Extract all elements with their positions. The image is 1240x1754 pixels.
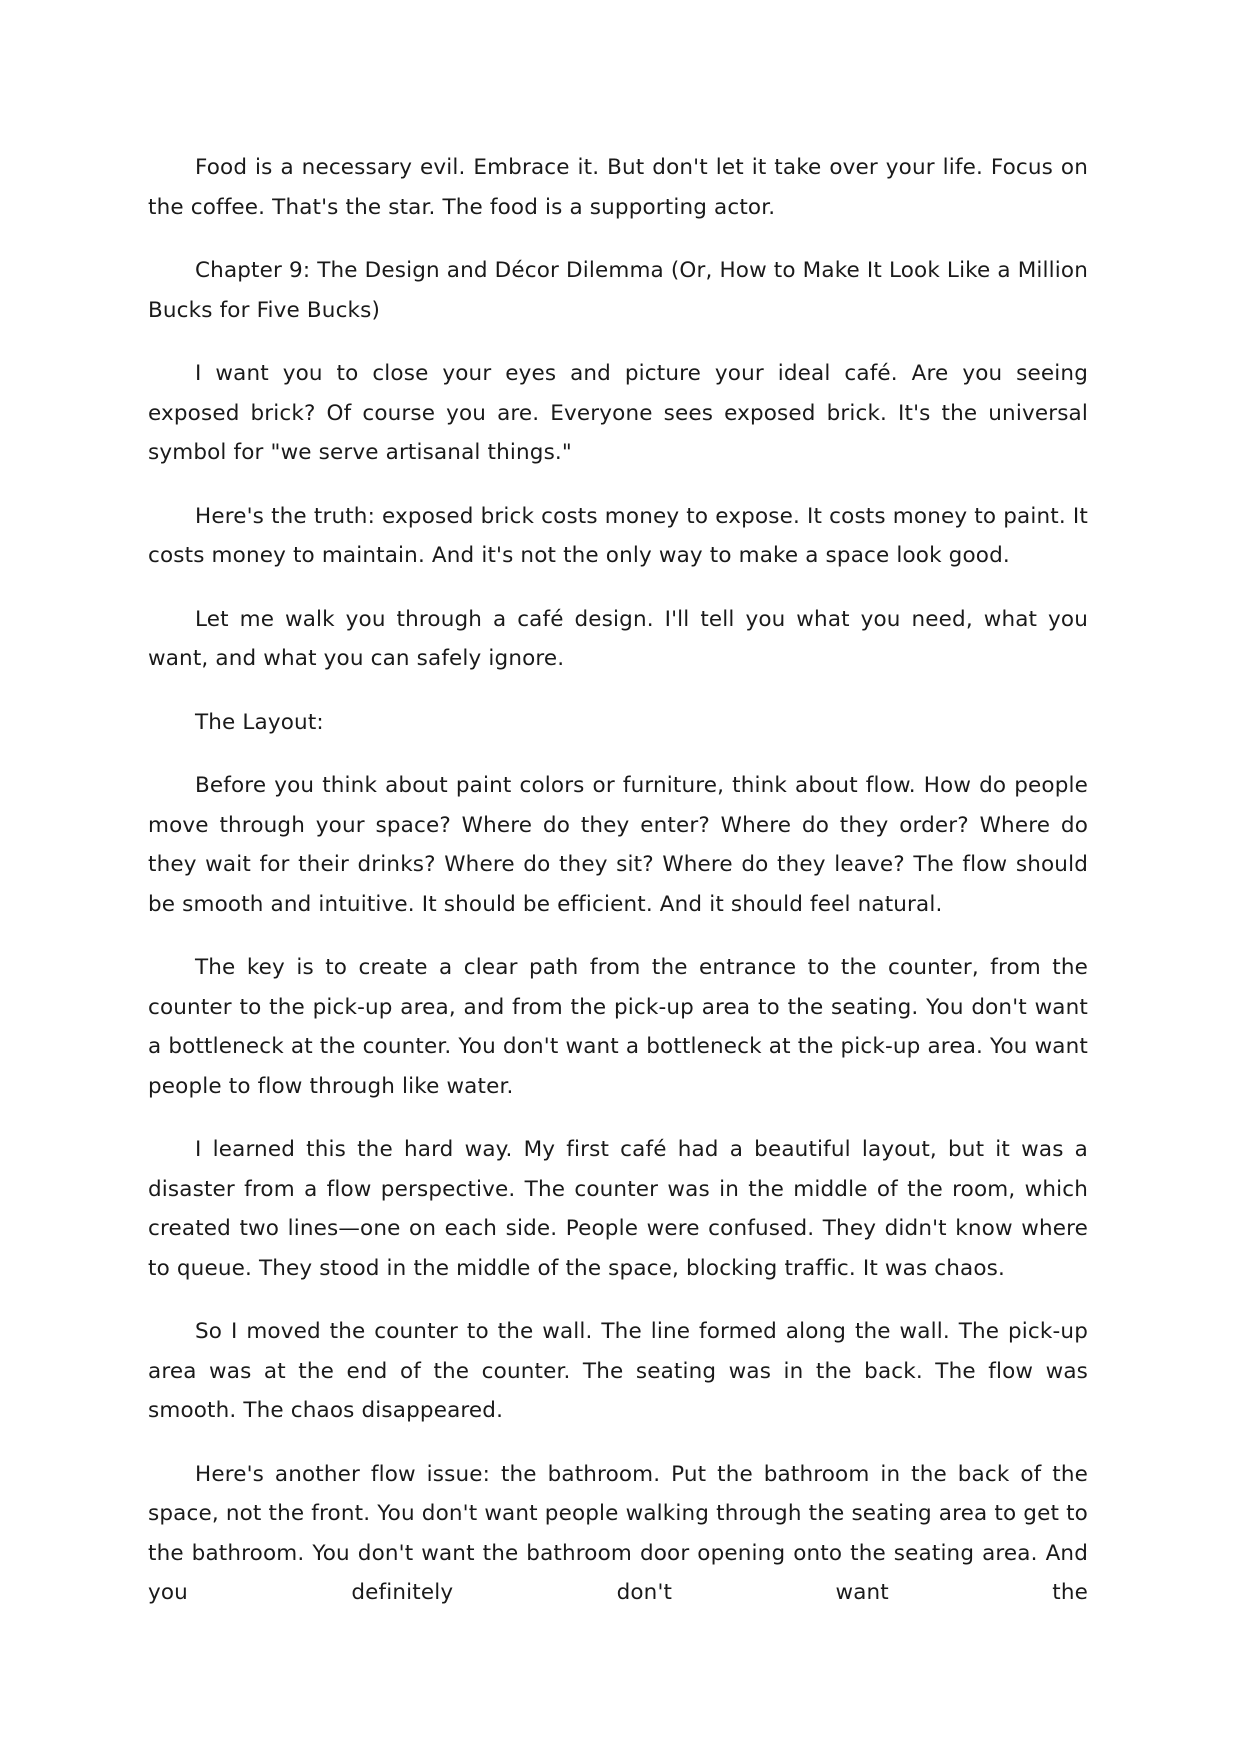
paragraph-moved-counter: So I moved the counter to the wall. The line formed along the wall. The pick-up area was at the end of the counter. The seating was in the back. The flow was smooth. The chaos disappeared. [148,1319,1088,1423]
paragraph-brick-truth: Here's the truth: exposed brick costs money to expose. It costs money to paint. It costs money to maintain. And it's not the only way to make a space look good. [148,503,1088,568]
chapter-heading: Chapter 9: The Design and Décor Dilemma (Or, How to Make It Look Like a Million Bucks for Five Bucks) [148,258,1088,323]
paragraph-exposed-brick: I want you to close your eyes and picture your ideal café. Are you seeing exposed brick? Of course you are. Everyone sees exposed brick. It's the universal symbol for "we serve artisanal things." [148,361,1088,465]
body-text [148,148,1088,1613]
paragraph-hard-way: I learned this the hard way. My first café had a beautiful layout, but it was a disaster from a flow perspective. The counter was in the middle of the room, which created two lines—one on each side. People were confused. They didn't know where to queue. They stood in the middle of the space, blocking traffic. It was chaos. [148,1137,1088,1281]
paragraph-bathroom: Here's another flow issue: the bathroom. Put the bathroom in the back of the space, not the front. You don't want people walking through the seating area to get to the bathroom. You don't want the bathroom door opening onto the seating area. And you definitely don't want the [148,1461,1088,1605]
paragraph-food-evil: Food is a necessary evil. Embrace it. But don't let it take over your life. Focus on the coffee. That's the star. The food is a supporting actor. [148,155,1088,220]
paragraph-walkthrough: Let me walk you through a café design. I'll tell you what you need, what you want, and what you can safely ignore. [148,606,1088,671]
section-heading-layout: The Layout: [195,709,324,735]
paragraph-flow: Before you think about paint colors or furniture, think about flow. How do people move through your space? Where do they enter? Where do they order? Where do they wait for their drinks? Where do they sit? Where do they leave? The flow should be smooth and intuitive. It should be efficient. And it should feel natural. [148,773,1088,917]
paragraph-clear-path: The key is to create a clear path from the entrance to the counter, from the counter to the pick-up area, and from the pick-up area to the seating. You don't want a bottleneck at the counter. You don't want a bottleneck at the pick-up area. You want people to flow through like water. [148,955,1088,1099]
